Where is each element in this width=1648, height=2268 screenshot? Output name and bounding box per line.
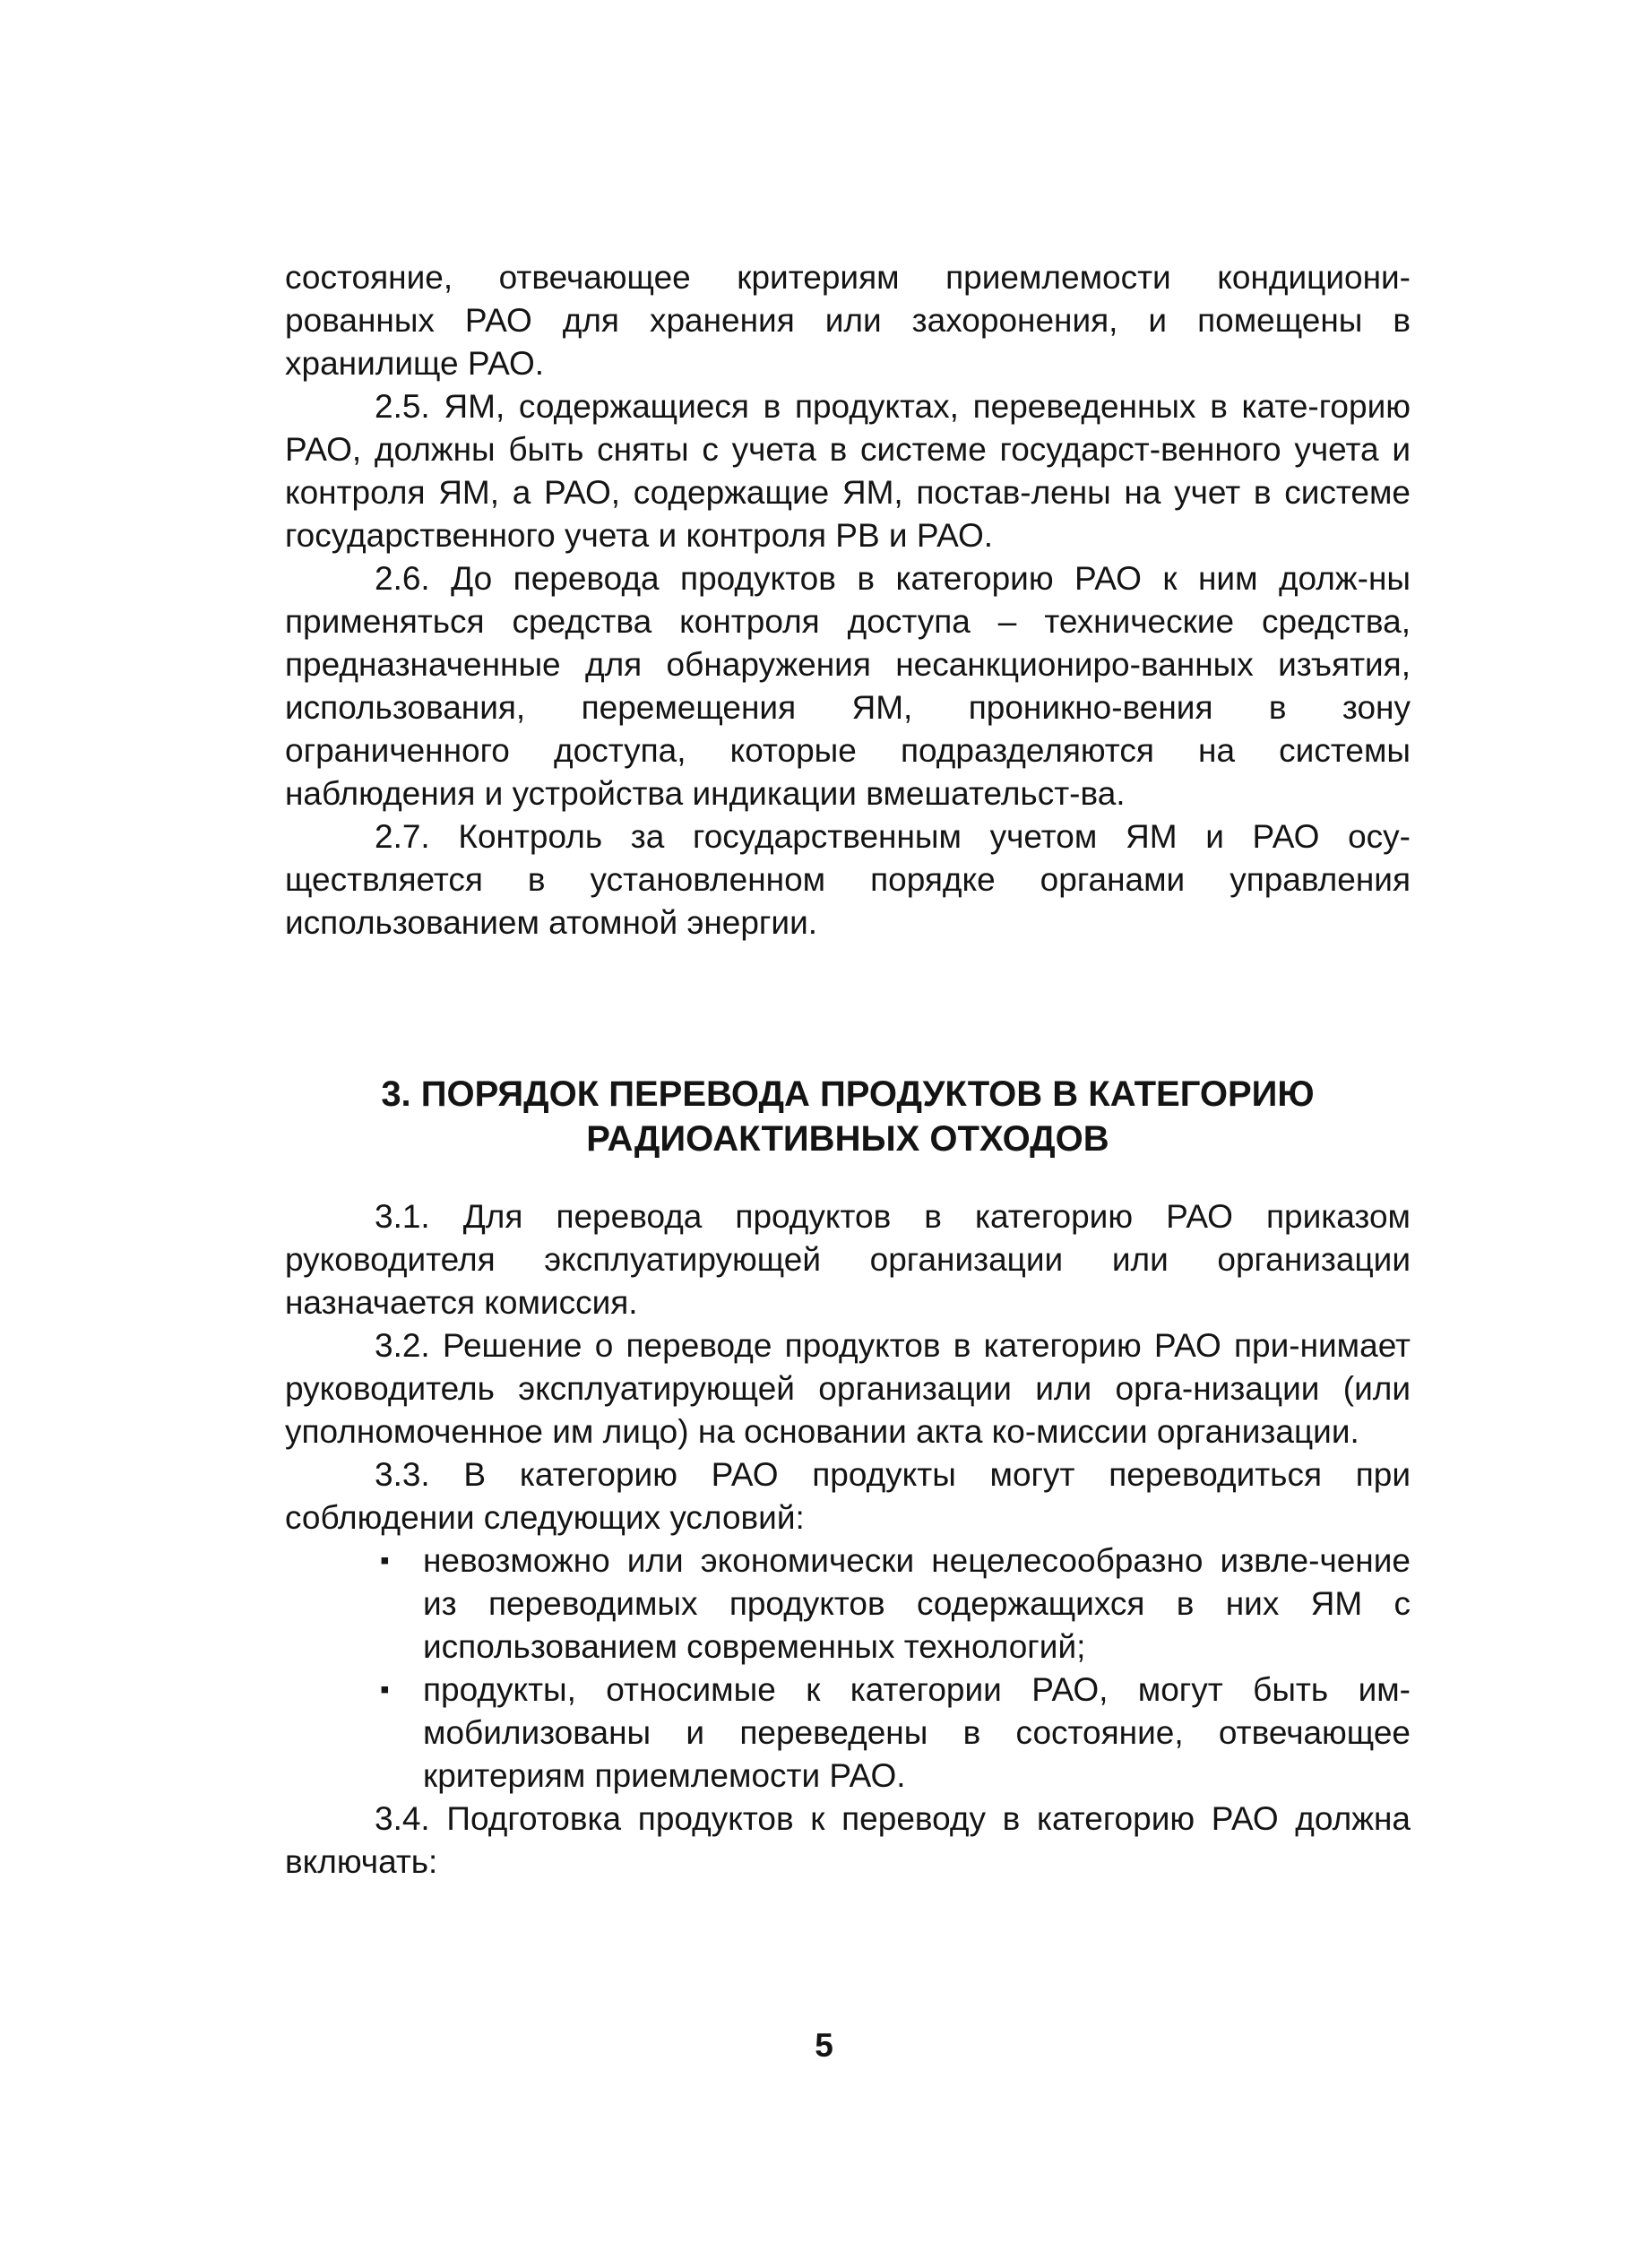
page-number: 5	[815, 2027, 833, 2064]
paragraph-3-2: 3.2. Решение о переводе продуктов в категорию РАО при-нимает руководитель эксплуатирующей организации или орга-низации (или уполномоченное им лицо) на основании акта ко-миссии организации.	[285, 1327, 1411, 1450]
section-2-text	[285, 256, 1411, 944]
bullet-icon: ▪	[380, 1546, 390, 1575]
paragraph-3-1: 3.1. Для перевода продуктов в категорию РАО приказом руководителя эксплуатирующей организации или организации назначается комиссия.	[285, 1198, 1411, 1321]
heading-line-1: 3. ПОРЯДОК ПЕРЕВОДА ПРОДУКТОВ В КАТЕГОРИЮ	[381, 1074, 1315, 1114]
paragraph-2-7: 2.7. Контроль за государственным учетом ЯМ и РАО осу-ществляется в установленном порядке органами управления использованием атомной энергии.	[285, 818, 1411, 941]
bullet-icon: ▪	[380, 1675, 390, 1704]
paragraph-3-3: 3.3. В категорию РАО продукты могут переводиться при соблюдении следующих условий:	[285, 1456, 1411, 1536]
conditions-list	[285, 1539, 1411, 1798]
list-item	[285, 1539, 1411, 1669]
paragraph-2-6: 2.6. До перевода продуктов в категорию РАО к ним долж-ны применяться средства контроля доступа – технические средства, предназначенные для обнаружения несанкциониро-ванных изъятия, использования, перемещения ЯМ, проникно-вения в зону ограниченного доступа, которые подразделяются на системы наблюдения и устройства индикации вмешательст-ва.	[285, 560, 1411, 812]
paragraph-continuation: состояние, отвечающее критериям приемлемости кондициони-рованных РАО для хранения или захоронения, и помещены в хранилище РАО.	[285, 259, 1411, 382]
section-3-text	[285, 1195, 1411, 1884]
heading-line-2: РАДИОАКТИВНЫХ ОТХОДОВ	[586, 1119, 1109, 1159]
section-3-heading	[285, 1072, 1411, 1161]
list-item	[285, 1669, 1411, 1798]
list-item-text: продукты, относимые к категории РАО, могут быть им-мобилизованы и переведены в состояние, отвечающее критериям приемлемости РАО.	[423, 1671, 1411, 1794]
paragraph-2-5: 2.5. ЯМ, содержащиеся в продуктах, переведенных в кате-горию РАО, должны быть сняты с учета в системе государст-венного учета и контроля ЯМ, а РАО, содержащие ЯМ, постав-лены на учет в системе государственного учета и контроля РВ и РАО.	[285, 388, 1411, 554]
paragraph-3-4: 3.4. Подготовка продуктов к переводу в категорию РАО должна включать:	[285, 1800, 1411, 1880]
list-item-text: невозможно или экономически нецелесообразно извле-чение из переводимых продуктов содержащихся в них ЯМ с использованием современных технологий;	[423, 1542, 1411, 1665]
